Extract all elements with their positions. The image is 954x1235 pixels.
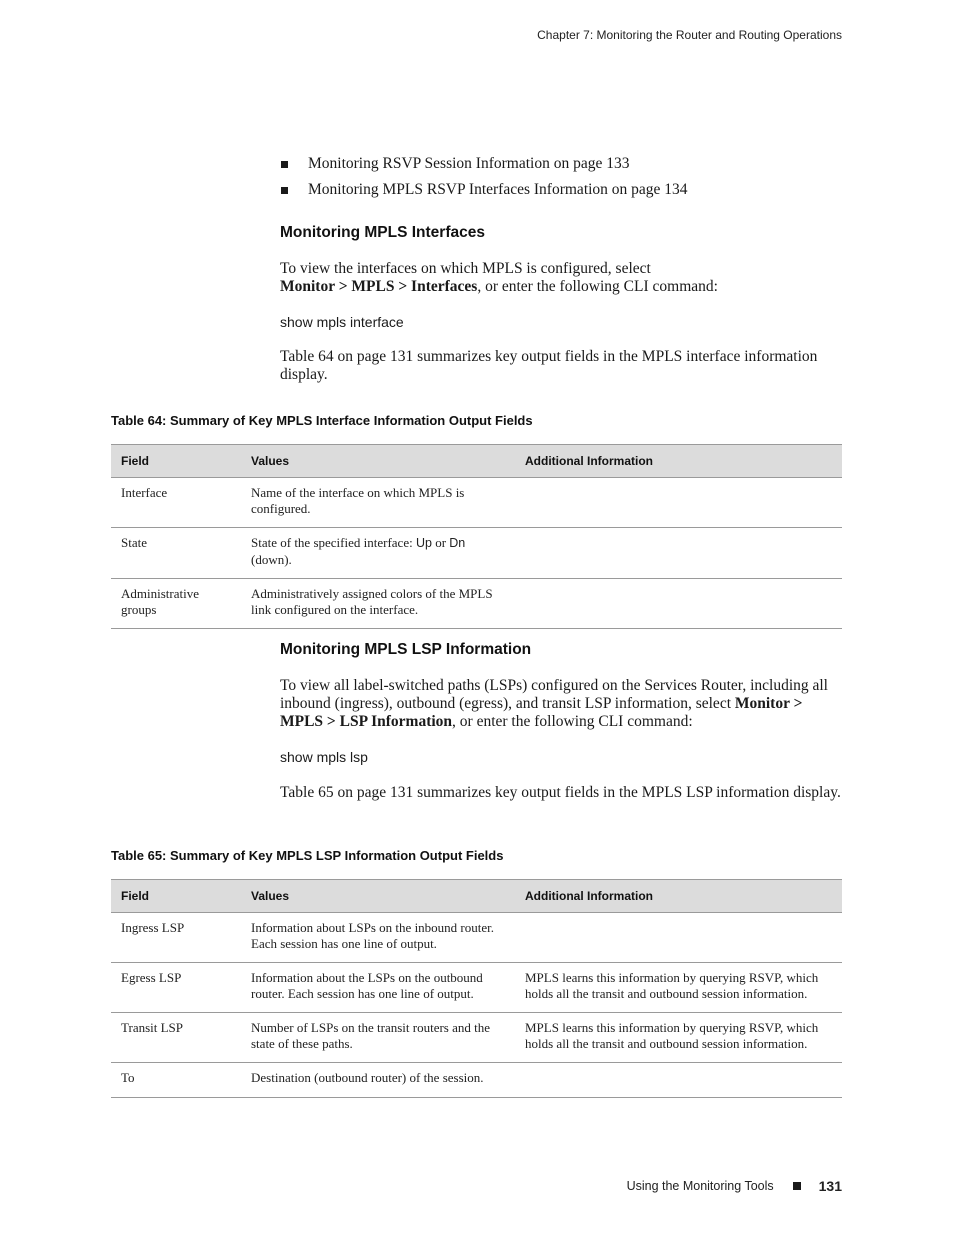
values-cell: Information about LSPs on the inbound router. Each session has one line of output. (241, 913, 515, 963)
table-row (111, 1013, 842, 1063)
field-cell: Transit LSP (111, 1013, 241, 1063)
column-header: Additional Information (515, 880, 842, 913)
table-header-row (111, 445, 842, 478)
bullet-square-icon (281, 187, 288, 194)
state-up: Up (415, 536, 432, 550)
table-row (111, 528, 842, 579)
section-heading-mpls-lsp: Monitoring MPLS LSP Information (280, 641, 532, 658)
values-cell: Number of LSPs on the transit routers and the state of these paths. (241, 1013, 515, 1063)
table65-summary: Table 65 on page 131 summarizes key output fields in the MPLS LSP information display. (280, 784, 841, 801)
table-row (111, 478, 842, 528)
field-cell: Administrative groups (111, 579, 241, 629)
table65 (111, 879, 842, 1098)
info-cell (515, 579, 842, 629)
footer-section: Using the Monitoring Tools (626, 1179, 774, 1193)
cli-command: show mpls interface (280, 314, 404, 330)
field-cell: Ingress LSP (111, 913, 241, 963)
field-cell: Egress LSP (111, 963, 241, 1013)
table64-summary: Table 64 on page 131 summarizes key output fields in the MPLS interface information display. (280, 348, 818, 383)
menu-path: Monitor > MPLS > Interfaces (280, 278, 478, 295)
page-footer (627, 1178, 842, 1194)
table-row (111, 963, 842, 1013)
table64 (111, 444, 842, 629)
info-cell (515, 478, 842, 528)
table-row (111, 913, 842, 963)
cli-command: show mpls lsp (280, 749, 368, 765)
field-cell: To (111, 1063, 241, 1098)
mpls-lsp-intro: To view all label-switched paths (LSPs) configured on the Services Router, including all inbound (ingress), outbound (egress), and transit LSP information, select Monitor > MPLS > LSP Information, or enter the following CLI command: (280, 677, 828, 730)
table-header-row (111, 880, 842, 913)
values-cell: Information about the LSPs on the outbound router. Each session has one line of output. (241, 963, 515, 1013)
info-cell (515, 1063, 842, 1098)
footer-square-icon (793, 1182, 801, 1190)
list-item (280, 152, 842, 178)
table65-caption: Table 65: Summary of Key MPLS LSP Information Output Fields (111, 848, 504, 863)
running-header: Chapter 7: Monitoring the Router and Routing Operations (537, 28, 842, 42)
list-item-text: Monitoring MPLS RSVP Interfaces Information on page 134 (308, 181, 688, 198)
info-cell (515, 913, 842, 963)
info-cell: MPLS learns this information by querying RSVP, which holds all the transit and outbound session information. (515, 963, 842, 1013)
related-topics-list (280, 152, 842, 204)
bullet-square-icon (281, 161, 288, 168)
info-cell (515, 528, 842, 579)
table64-caption: Table 64: Summary of Key MPLS Interface Information Output Fields (111, 413, 533, 428)
values-cell: Administratively assigned colors of the MPLS link configured on the interface. (241, 579, 515, 629)
column-header: Field (111, 880, 241, 913)
values-cell: State of the specified interface: Up or Dn (down). (241, 528, 515, 579)
menu-path: Monitor > MPLS > LSP Information (280, 695, 803, 730)
table-row (111, 579, 842, 629)
state-dn: Dn (449, 536, 466, 550)
field-cell: Interface (111, 478, 241, 528)
values-cell: Name of the interface on which MPLS is configured. (241, 478, 515, 528)
section-heading-mpls-interfaces: Monitoring MPLS Interfaces (280, 224, 485, 241)
column-header: Values (241, 880, 515, 913)
values-cell: Destination (outbound router) of the session. (241, 1063, 515, 1098)
column-header: Field (111, 445, 241, 478)
mpls-interfaces-intro: To view the interfaces on which MPLS is configured, select Monitor > MPLS > Interfaces, or enter the following CLI command: (280, 260, 718, 295)
column-header: Additional Information (515, 445, 842, 478)
table-row (111, 1063, 842, 1098)
list-item (280, 178, 842, 204)
page-number: 131 (818, 1178, 842, 1194)
field-cell: State (111, 528, 241, 579)
list-item-text: Monitoring RSVP Session Information on page 133 (308, 155, 630, 172)
column-header: Values (241, 445, 515, 478)
info-cell: MPLS learns this information by querying RSVP, which holds all the transit and outbound session information. (515, 1013, 842, 1063)
